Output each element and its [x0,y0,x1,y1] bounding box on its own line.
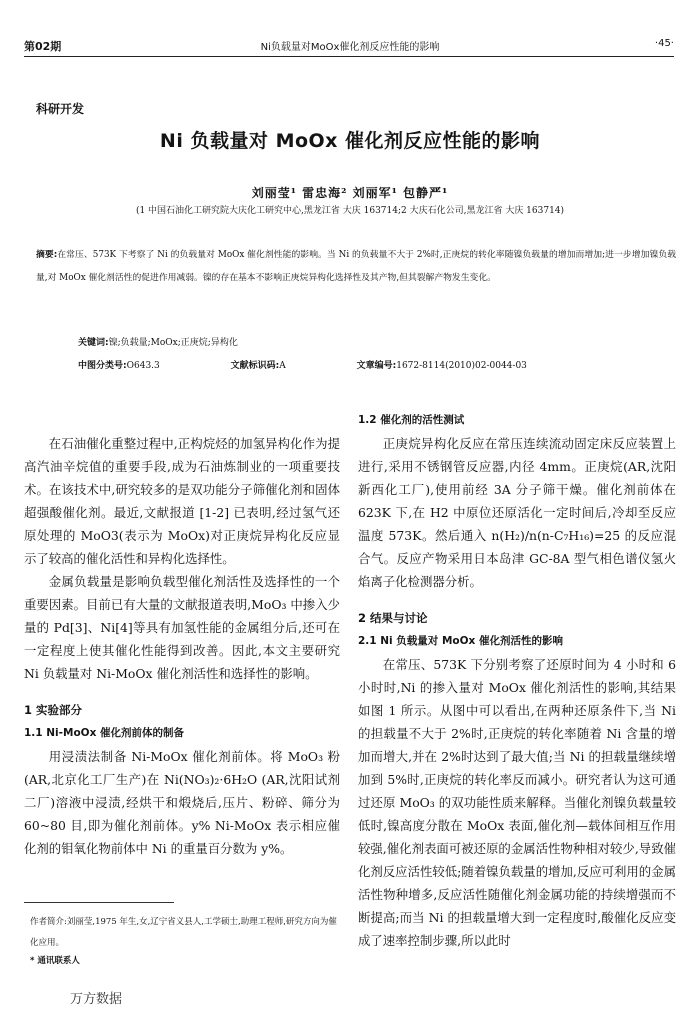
intro-paragraph-2: 金属负载量是影响负载型催化剂活性及选择性的一个重要因素。目前已有大量的文献报道表明,MoO₃ 中掺入少量的 Pd[3]、Ni[4]等具有加氢性能的金属组分后,还可在一定程度上使其催化性能得到改善。因此,本文主要研究 Ni 负载量对 Ni-MoOx 催化剂活性和选择性的影响。 [24,574,340,681]
author-footnote: 作者简介:刘丽莹,1975 年生,女,辽宁省义县人,工学硕士,助理工程师,研究方向为催化应用。 [30,917,337,948]
ni-loading-paragraph: 在常压、573K 下分别考察了还原时间为 4 小时和 6 小时时,Ni 的掺入量对 MoOx 催化剂活性的影响,其结果如图 1 所示。从图中可以看出,在两种还原条件下,当 Ni 的担载量不大于 2%时,正庚烷的转化率随着 Ni 含量的增加而增大,并在 2%时达到了最大值;当 Ni 的担载量继续增加到 5%时,正庚烷的转化率反而减小。研究者认为这可通过还原 MoO₃ 的双功能性质来解释。当催化剂镍负载量较低时,镍高度分散在 MoOx 表面,催化剂—载体间相互作用较强,催化剂表面可被还原的金属活性物种相对较少,导致催化剂反应活性较低;随着镍负载量的增加,反应可利用的金属活性物种增多,反应活性随催化剂金属功能的持续增强而不断提高;而当 Ni 的担载量增大到一定程度时,酸催化反应变成了速率控制步骤,所以此时 [358,657,676,948]
watermark: 万方数据 [70,992,123,1007]
corresponding-note: * 通讯联系人 [30,956,80,966]
heading-precursor-prep: 1.1 Ni-MoOx 催化剂前体的制备 [24,727,185,739]
keywords [78,335,238,348]
heading-experimental: 1 实验部分 [24,703,83,717]
header-rule [24,56,674,57]
article-label: 文章编号: [356,361,397,371]
doc-code [231,361,320,371]
footnote-rule [24,902,174,903]
section-tag: 科研开发 [36,102,85,116]
doc-label: 文献标识码: [230,361,280,371]
right-column [358,409,676,952]
spacer [24,685,340,699]
clc-value: O643.3 [126,361,160,371]
spacer [358,593,676,607]
article-number [357,361,561,371]
left-column [24,432,340,860]
page-number: ·45· [654,38,674,49]
precursor-prep-paragraph: 用浸渍法制备 Ni-MoOx 催化剂前体。将 MoO₃ 粉(AR,北京化工厂生产)在 Ni(NO₃)₂·6H₂O (AR,沈阳试剂二厂)溶液中浸渍,经烘干和煅烧后,压片、粉碎、筛分为 60~80 目,即为催化剂前体。y% Ni-MoOx 表示相应催化剂的钼氧化物前体中 Ni 的重量百分数为 y%。 [24,749,340,856]
doc-value: A [279,361,286,371]
author-list: 刘丽莹¹ 雷忠海² 刘丽军¹ 包静严¹ [251,186,449,200]
classification-line [78,358,595,371]
keywords-text: 镍;负载量;MoOx;正庚烷;异构化 [108,338,238,348]
journal-issue: 第02期 [24,40,62,53]
activity-test-paragraph: 正庚烷异构化反应在常压连续流动固定床反应装置上进行,采用不锈钢管反应器,内径 4mm。正庚烷(AR,沈阳新西化工厂),使用前经 3A 分子筛干燥。催化剂前体在 623K 下,在 H2 中原位还原活化一定时间后,冷却至反应温度 573K。然后通入 n(H₂)/n(n-C₇H₁₆)=25 的反应混合气。反应产物采用日本岛津 GC-8A 型气相色谱仪氢火焰离子化检测器分析。 [358,436,676,589]
abstract-text: 在常压、573K 下考察了 Ni 的负载量对 MoOx 催化剂性能的影响。当 Ni 的负载量不大于 2%时,正庚烷的转化率随镍负载量的增加而增加;进一步增加镍负载量,对 MoOx 催化剂活性的促进作用减弱。镍的存在基本不影响正庚烷异构化选择性及其产物,但其裂解产物发生变化。 [36,250,676,283]
abstract-label: 摘要: [36,250,58,260]
running-title: Ni负载量对MoOx催化剂反应性能的影响 [260,42,440,53]
intro-paragraph-1: 在石油催化重整过程中,正构烷烃的加氢异构化作为提高汽油辛烷值的重要手段,成为石油炼制业的一项重要技术。在该技术中,研究较多的是双功能分子筛催化剂和固体超强酸催化剂。最近,文献报道 [1-2] 已表明,经过氢气还原处理的 MoO3(表示为 MoOx)对正庚烷异构化反应显示了较高的催化活性和异构化选择性。 [24,436,340,566]
paper-title: Ni 负载量对 MoOx 催化剂反应性能的影响 [159,130,541,152]
clc-code [78,361,194,371]
abstract [36,244,676,290]
clc-label: 中图分类号: [78,361,127,371]
heading-activity-test: 1.2 催化剂的活性测试 [358,414,465,426]
keywords-label: 关键词: [78,338,109,348]
heading-ni-loading: 2.1 Ni 负载量对 MoOx 催化剂活性的影响 [358,635,563,647]
article-value: 1672-8114(2010)02-0044-03 [396,361,527,371]
affiliation: (1 中国石油化工研究院大庆化工研究中心,黑龙江省 大庆 163714;2 大庆石化公司,黑龙江省 大庆 163714) [135,206,565,216]
heading-results: 2 结果与讨论 [358,611,428,625]
